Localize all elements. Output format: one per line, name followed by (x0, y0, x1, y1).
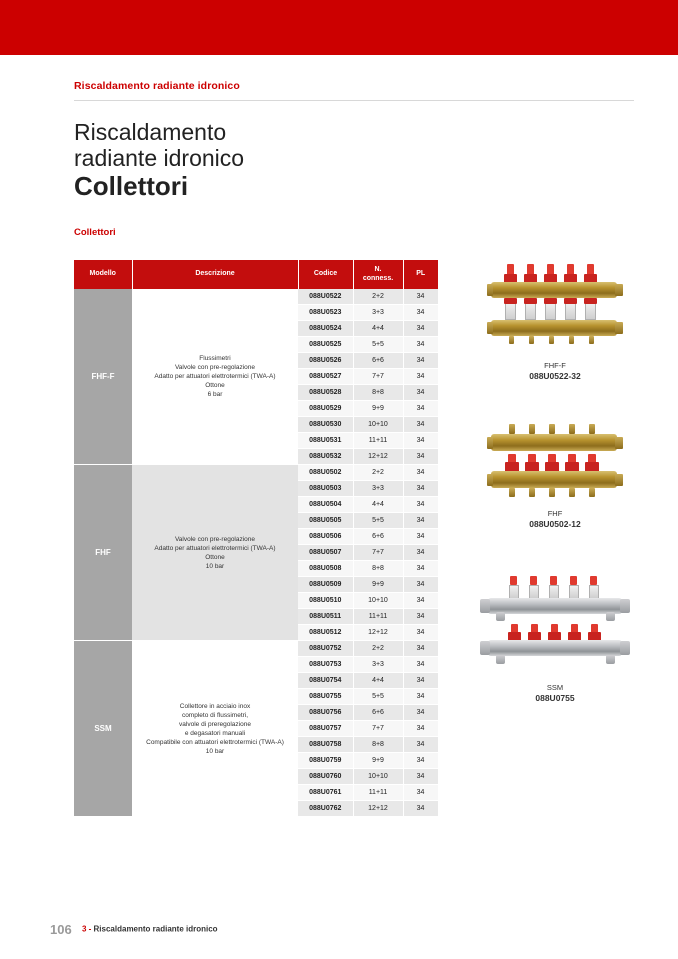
cell-pl: 34 (403, 545, 438, 561)
page-footer (50, 922, 650, 937)
cell-codice: 088U0758 (298, 737, 353, 753)
cell-connessioni: 10+10 (353, 769, 403, 785)
cell-descrizione: Collettore in acciaio inox completo di flussimetri, valvole di preregolazione e degasatori manuali Compatibile con attuatori elettrotermici (TWA-A) 10 bar (132, 641, 298, 817)
cell-codice: 088U0753 (298, 657, 353, 673)
cell-descrizione: Flussimetri Valvole con pre-regolazione Adatto per attuatori elettrotermici (TWA-A) Ottone 6 bar (132, 289, 298, 465)
cell-connessioni: 10+10 (353, 593, 403, 609)
cell-pl: 34 (403, 609, 438, 625)
cell-connessioni: 8+8 (353, 385, 403, 401)
table-head (74, 260, 438, 289)
chapter-number: 3 (81, 924, 87, 934)
cell-pl: 34 (403, 705, 438, 721)
cell-connessioni: 12+12 (353, 801, 403, 817)
cell-pl: 34 (403, 577, 438, 593)
cell-codice: 088U0528 (298, 385, 353, 401)
cell-codice: 088U0511 (298, 609, 353, 625)
cell-connessioni: 3+3 (353, 481, 403, 497)
cell-codice: 088U0525 (298, 337, 353, 353)
col-header-connessioni-line1: N. (374, 266, 382, 273)
fhf-manifold-image (485, 424, 625, 502)
table-row (74, 289, 438, 305)
cell-connessioni: 4+4 (353, 673, 403, 689)
cell-connessioni: 3+3 (353, 657, 403, 673)
cell-pl: 34 (403, 353, 438, 369)
cell-codice: 088U0505 (298, 513, 353, 529)
product-figures (470, 262, 640, 714)
chapter-title-bold: Riscaldamento (93, 924, 151, 934)
cell-pl: 34 (403, 401, 438, 417)
section-label: Collettori (74, 227, 116, 238)
cell-connessioni: 8+8 (353, 737, 403, 753)
cell-pl: 34 (403, 481, 438, 497)
cell-codice: 088U0756 (298, 705, 353, 721)
figure-ssm-caption (470, 682, 640, 704)
cell-codice: 088U0752 (298, 641, 353, 657)
product-table (74, 260, 439, 817)
fhf-f-manifold-image (485, 262, 625, 354)
cell-codice: 088U0526 (298, 353, 353, 369)
cell-pl: 34 (403, 657, 438, 673)
cell-connessioni: 11+11 (353, 433, 403, 449)
cell-codice: 088U0509 (298, 577, 353, 593)
cell-pl: 34 (403, 449, 438, 465)
cell-codice: 088U0510 (298, 593, 353, 609)
col-header-connessioni-line2: conness. (362, 274, 394, 282)
cell-connessioni: 8+8 (353, 561, 403, 577)
figure-fhf-f (470, 262, 640, 382)
cell-codice: 088U0531 (298, 433, 353, 449)
cell-codice: 088U0757 (298, 721, 353, 737)
cell-connessioni: 2+2 (353, 289, 403, 305)
col-header-connessioni (353, 260, 403, 289)
figure-fhf-f-model: FHF-F (544, 361, 566, 370)
figure-fhf-model: FHF (547, 509, 563, 518)
cell-connessioni: 11+11 (353, 785, 403, 801)
cell-codice: 088U0755 (298, 689, 353, 705)
cell-connessioni: 12+12 (353, 625, 403, 641)
cell-connessioni: 7+7 (353, 545, 403, 561)
cell-connessioni: 3+3 (353, 305, 403, 321)
cell-codice: 088U0507 (298, 545, 353, 561)
cell-codice: 088U0754 (298, 673, 353, 689)
cell-modello: SSM (74, 641, 132, 817)
cell-connessioni: 9+9 (353, 577, 403, 593)
cell-pl: 34 (403, 465, 438, 481)
cell-connessioni: 9+9 (353, 401, 403, 417)
table-row (74, 641, 438, 657)
cell-connessioni: 5+5 (353, 513, 403, 529)
cell-codice: 088U0759 (298, 753, 353, 769)
cell-descrizione: Valvole con pre-regolazione Adatto per attuatori elettrotermici (TWA-A) Ottone 10 bar (132, 465, 298, 641)
cell-codice: 088U0503 (298, 481, 353, 497)
cell-codice: 088U0760 (298, 769, 353, 785)
cell-pl: 34 (403, 305, 438, 321)
cell-codice: 088U0532 (298, 449, 353, 465)
cell-codice: 088U0524 (298, 321, 353, 337)
cell-connessioni: 9+9 (353, 753, 403, 769)
cell-codice: 088U0502 (298, 465, 353, 481)
cell-pl: 34 (403, 769, 438, 785)
cell-pl: 34 (403, 369, 438, 385)
cell-codice: 088U0512 (298, 625, 353, 641)
col-header-pl: PL (403, 260, 438, 289)
cell-codice: 088U0762 (298, 801, 353, 817)
cell-pl: 34 (403, 593, 438, 609)
cell-connessioni: 10+10 (353, 417, 403, 433)
cell-pl: 34 (403, 433, 438, 449)
cell-connessioni: 4+4 (353, 497, 403, 513)
col-header-modello: Modello (74, 260, 132, 289)
table-body (74, 289, 438, 817)
cell-pl: 34 (403, 801, 438, 817)
figure-fhf (470, 424, 640, 530)
cell-codice: 088U0761 (298, 785, 353, 801)
page-number: 106 (50, 922, 72, 937)
page-header (74, 80, 634, 238)
cell-codice: 088U0522 (298, 289, 353, 305)
cell-codice: 088U0508 (298, 561, 353, 577)
cell-connessioni: 6+6 (353, 705, 403, 721)
cell-connessioni: 11+11 (353, 609, 403, 625)
cell-connessioni: 6+6 (353, 529, 403, 545)
cell-codice: 088U0523 (298, 305, 353, 321)
cell-pl: 34 (403, 385, 438, 401)
table-header-row (74, 260, 438, 289)
page-title-line2: radiante idronico (74, 145, 245, 171)
figure-fhf-f-caption (470, 360, 640, 382)
cell-connessioni: 2+2 (353, 465, 403, 481)
cell-connessioni: 2+2 (353, 641, 403, 657)
cell-pl: 34 (403, 337, 438, 353)
page-title-strong: Collettori (74, 171, 189, 201)
page-title-line1: Riscaldamento (74, 119, 227, 145)
cell-pl: 34 (403, 497, 438, 513)
cell-pl: 34 (403, 753, 438, 769)
cell-pl: 34 (403, 561, 438, 577)
cell-codice: 088U0527 (298, 369, 353, 385)
cell-codice: 088U0530 (298, 417, 353, 433)
cell-pl: 34 (403, 721, 438, 737)
page-title (74, 119, 634, 199)
table-row (74, 465, 438, 481)
cell-connessioni: 4+4 (353, 321, 403, 337)
cell-pl: 34 (403, 673, 438, 689)
product-table-wrapper (74, 260, 438, 817)
cell-pl: 34 (403, 417, 438, 433)
cell-codice: 088U0529 (298, 401, 353, 417)
cell-connessioni: 5+5 (353, 689, 403, 705)
figure-ssm-code: 088U0755 (535, 693, 575, 703)
cell-pl: 34 (403, 785, 438, 801)
figure-fhf-code: 088U0502-12 (529, 519, 581, 529)
page-eyebrow: Riscaldamento radiante idronico (74, 80, 634, 101)
figure-fhf-caption (470, 508, 640, 530)
cell-codice: 088U0504 (298, 497, 353, 513)
figure-fhf-f-code: 088U0522-32 (529, 371, 581, 381)
ssm-manifold-image (480, 576, 630, 676)
cell-pl: 34 (403, 641, 438, 657)
cell-codice: 088U0506 (298, 529, 353, 545)
col-header-codice: Codice (298, 260, 353, 289)
cell-connessioni: 6+6 (353, 353, 403, 369)
cell-connessioni: 5+5 (353, 337, 403, 353)
cell-pl: 34 (403, 625, 438, 641)
cell-modello: FHF-F (74, 289, 132, 465)
cell-pl: 34 (403, 689, 438, 705)
cell-pl: 34 (403, 737, 438, 753)
chapter-title-light: radiante idronico (150, 924, 218, 934)
top-red-band (0, 0, 678, 55)
cell-connessioni: 12+12 (353, 449, 403, 465)
footer-separator: - (88, 924, 92, 934)
cell-pl: 34 (403, 529, 438, 545)
cell-pl: 34 (403, 289, 438, 305)
cell-pl: 34 (403, 513, 438, 529)
cell-pl: 34 (403, 321, 438, 337)
col-header-descrizione: Descrizione (132, 260, 298, 289)
figure-ssm-model: SSM (546, 683, 564, 692)
cell-connessioni: 7+7 (353, 369, 403, 385)
cell-connessioni: 7+7 (353, 721, 403, 737)
figure-ssm (470, 576, 640, 704)
cell-modello: FHF (74, 465, 132, 641)
